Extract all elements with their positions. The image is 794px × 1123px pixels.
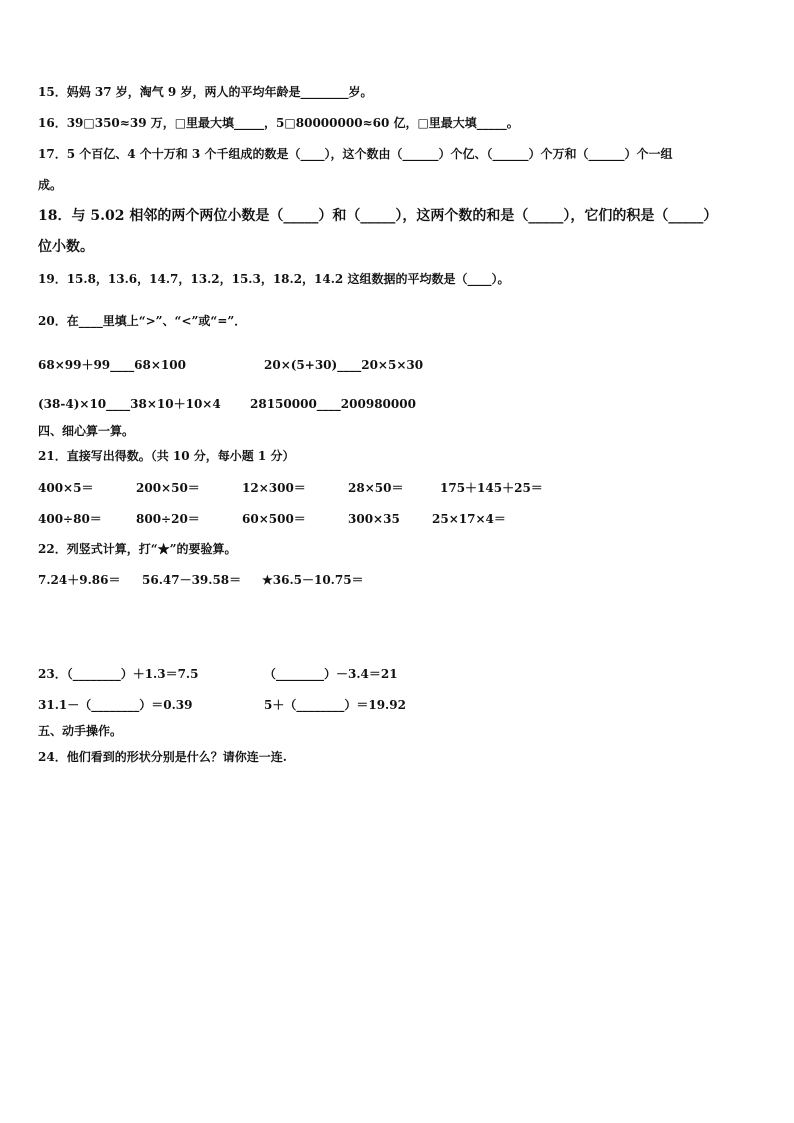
question-18-line-1: 18．与 5.02 相邻的两个两位小数是（_____）和（_____），这两个数的和是（_____），它们的积是（_____） — [38, 208, 718, 224]
q21-item: 300×35 — [348, 512, 400, 526]
question-17-line-1: 17．5 个百亿、4 个十万和 3 个千组成的数是（____），这个数由（______）个亿、（______）个万和（______）个一组 — [38, 147, 673, 161]
q23-item: 31.1－（________）＝0.39 — [38, 698, 193, 712]
q23-item: 5＋（________）＝19.92 — [264, 698, 406, 712]
question-19: 19．15.8，13.6，14.7，13.2，15.3，18.2，14.2 这组数据的平均数是（____）。 — [38, 272, 510, 286]
q22-item: 7.24＋9.86＝ — [38, 573, 121, 587]
q23-item: 23．（________）＋1.3＝7.5 — [38, 667, 199, 681]
q22-item: ★36.5－10.75＝ — [262, 573, 364, 587]
q23-item: （________）－3.4＝21 — [264, 667, 398, 681]
question-22: 22．列竖式计算，打“★”的要验算。 — [38, 542, 237, 556]
question-16: 16．39□350≈39 万，□里最大填_____，5□80000000≈60 亿，□里最大填_____。 — [38, 116, 519, 130]
question-17-line-2: 成。 — [38, 178, 63, 192]
question-18-line-2: 位小数。 — [38, 239, 94, 255]
q21-item: 200×50＝ — [136, 481, 200, 495]
q21-item: 175＋145＋25＝ — [440, 481, 543, 495]
q20-item: 20×(5+30)____20×5×30 — [264, 358, 424, 372]
q21-item: 800÷20＝ — [136, 512, 200, 526]
q20-item: 68×99＋99____68×100 — [38, 358, 186, 372]
q21-item: 60×500＝ — [242, 512, 306, 526]
q21-item: 400×5＝ — [38, 481, 94, 495]
question-24: 24．他们看到的形状分别是什么？请你连一连. — [38, 750, 287, 764]
q21-item: 25×17×4＝ — [432, 512, 506, 526]
q21-item: 400÷80＝ — [38, 512, 102, 526]
question-15: 15．妈妈 37 岁，淘气 9 岁，两人的平均年龄是________岁。 — [38, 85, 373, 99]
question-21: 21．直接写出得数。（共 10 分，每小题 1 分） — [38, 449, 295, 463]
q21-item: 12×300＝ — [242, 481, 306, 495]
section-5-heading: 五、动手操作。 — [38, 724, 123, 738]
q22-item: 56.47－39.58＝ — [142, 573, 242, 587]
question-20: 20．在____里填上“>”、“<”或“=”． — [38, 314, 247, 328]
q21-item: 28×50＝ — [348, 481, 404, 495]
q20-item: (38-4)×10____38×10＋10×4 — [38, 397, 221, 411]
section-4-heading: 四、细心算一算。 — [38, 424, 135, 438]
q20-item: 28150000____200980000 — [250, 397, 416, 411]
